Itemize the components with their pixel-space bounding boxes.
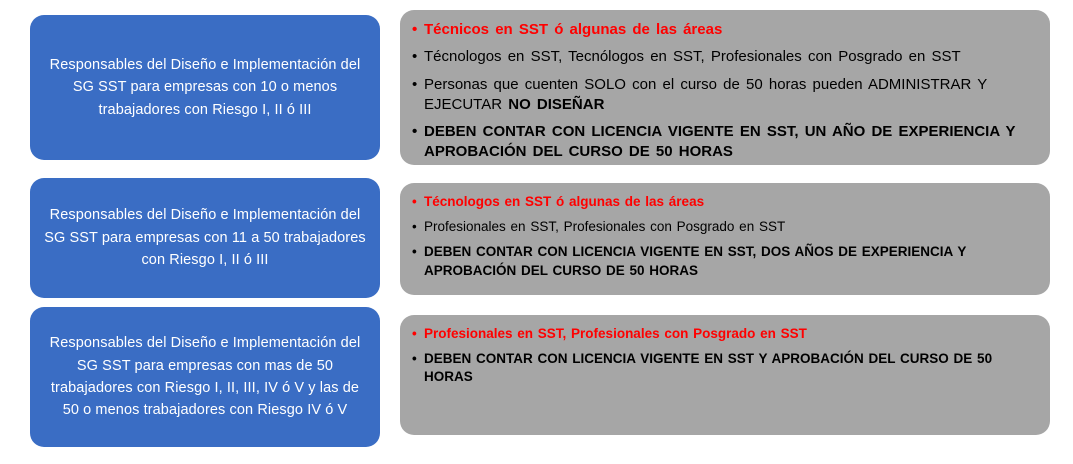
role-scope-box [30, 15, 380, 160]
requirements-box [400, 183, 1050, 295]
requirement-text: Personas que cuenten SOLO con el curso de 50 horas pueden ADMINISTRAR Y EJECUTAR [424, 75, 987, 113]
requirement-item [410, 75, 1036, 116]
requirements-box [400, 315, 1050, 435]
requirement-item: • DEBEN CONTAR CON LICENCIA VIGENTE EN SST Y APROBACIÓN DEL CURSO DE 50 HORAS [410, 350, 1036, 386]
diagram-row [30, 307, 1050, 447]
role-scope-box [30, 178, 380, 298]
role-scope-label: Responsables del Diseño e Implementación del SG SST para empresas con mas de 50 trabajadores con Riesgo I, II, III, IV ó V y las de 50 o menos trabajadores con Riesgo IV ó V [49, 335, 361, 419]
role-scope-label: Responsables del Diseño e Implementación del SG SST para empresas con 11 a 50 trabajadores con Riesgo I, II ó III [44, 207, 366, 269]
requirement-item: • Profesionales en SST, Profesionales con Posgrado en SST [410, 218, 1036, 236]
requirement-emphasis: NO DISEÑAR [508, 95, 605, 113]
role-scope-label: Responsables del Diseño e Implementación del SG SST para empresas con 10 o menos trabajadores con Riesgo I, II ó III [49, 56, 361, 118]
requirement-item: • Profesionales en SST, Profesionales con Posgrado en SST [410, 325, 1036, 343]
requirements-list [410, 20, 1036, 163]
requirement-item: • Técnicos en SST ó algunas de las áreas [410, 20, 1036, 40]
role-scope-box [30, 307, 380, 447]
requirement-item: • Técnologos en SST ó algunas de las áreas [410, 193, 1036, 211]
requirements-box [400, 10, 1050, 165]
diagram-row [30, 10, 1050, 165]
requirement-item: • Técnologos en SST, Tecnólogos en SST, Profesionales con Posgrado en SST [410, 47, 1036, 67]
requirements-list [410, 325, 1036, 387]
requirements-list [410, 193, 1036, 280]
requirement-item: • DEBEN CONTAR CON LICENCIA VIGENTE EN SST, UN AÑO DE EXPERIENCIA Y APROBACIÓN DEL CURSO DE 50 HORAS [410, 122, 1036, 163]
diagram-row [30, 178, 1050, 298]
requirement-item: • DEBEN CONTAR CON LICENCIA VIGENTE EN SST, DOS AÑOS DE EXPERIENCIA Y APROBACIÓN DEL CURSO DE 50 HORAS [410, 243, 1036, 279]
